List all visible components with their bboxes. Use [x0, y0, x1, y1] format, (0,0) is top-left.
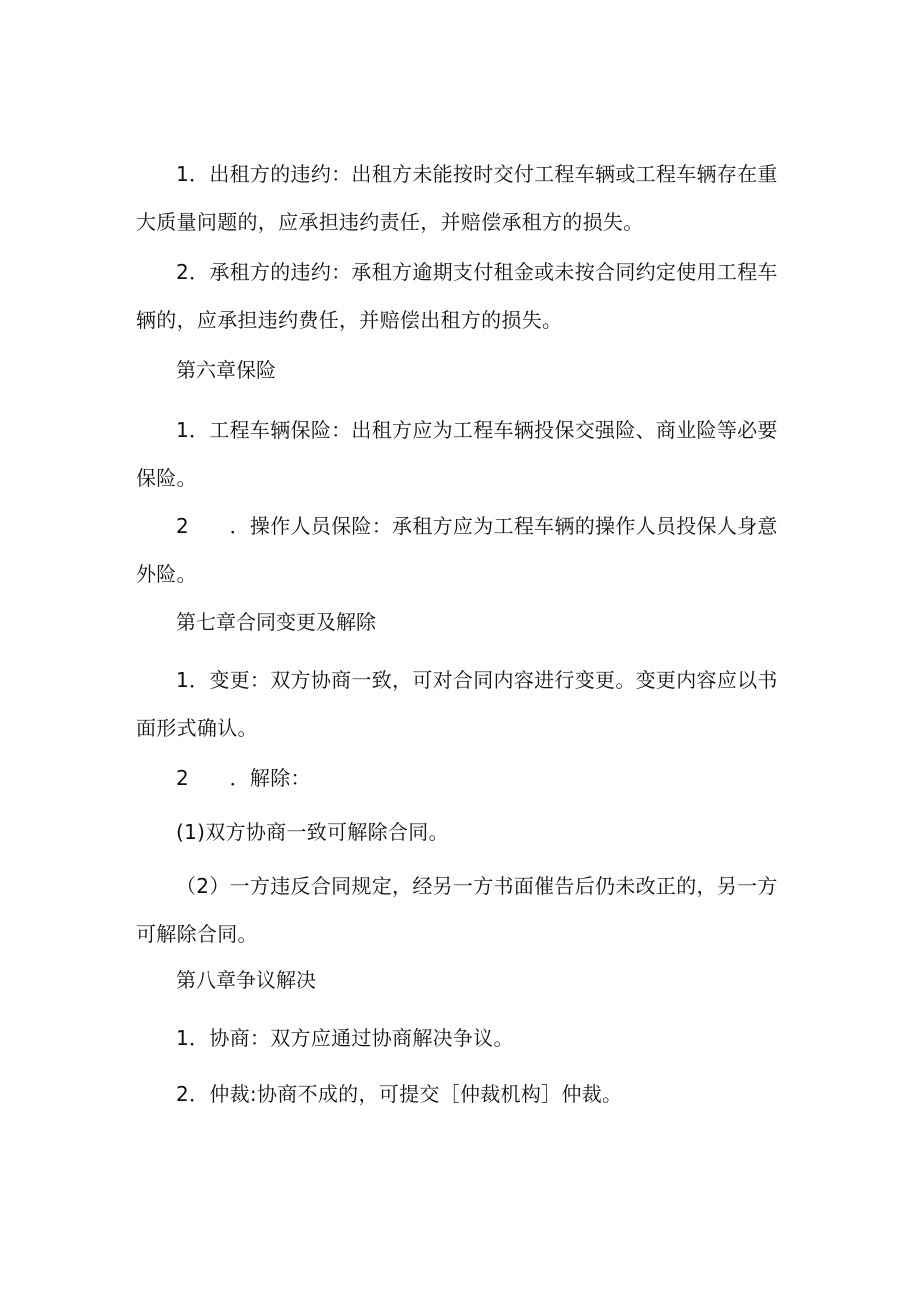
- chapter-8-heading: 第八章争议解决: [176, 968, 316, 992]
- clause-operator-insurance: 2 ．操作人员保险：承租方应为工程车辆的操作人员投保人身意外险。: [136, 514, 778, 586]
- clause-termination-item-1: (1)双方协商一致可解除合同。: [176, 820, 449, 844]
- clause-contract-change: 1．变更：双方协商一致，可对合同内容进行变更。变更内容应以书面形式确认。: [136, 668, 778, 740]
- clause-arbitration: 2．仲裁:协商不成的，可提交［仲裁机构］仲裁。: [176, 1082, 623, 1106]
- clause-lessee-breach: 2．承租方的违约：承租方逾期支付租金或未按合同约定使用工程车辆的，应承担违约费任，并赔偿出租方的损失。: [136, 260, 778, 332]
- clause-termination: 2 ．解除：: [176, 766, 311, 790]
- clause-negotiation: 1．协商：双方应通过协商解决争议。: [176, 1026, 514, 1050]
- chapter-6-heading: 第六章保险: [176, 358, 276, 382]
- chapter-7-heading: 第七章合同变更及解除: [176, 610, 376, 634]
- clause-vehicle-insurance: 1．工程车辆保险：出租方应为工程车辆投保交强险、商业险等必要保险。: [136, 418, 778, 490]
- clause-lessor-breach: 1．出租方的违约：出租方未能按时交付工程车辆或工程车辆存在重大质量问题的，应承担违约责任，并赔偿承租方的损失。: [136, 162, 778, 234]
- clause-termination-item-2: （2）一方违反合同规定，经另一方书面催告后仍未改正的，另一方可解除合同。: [136, 874, 778, 946]
